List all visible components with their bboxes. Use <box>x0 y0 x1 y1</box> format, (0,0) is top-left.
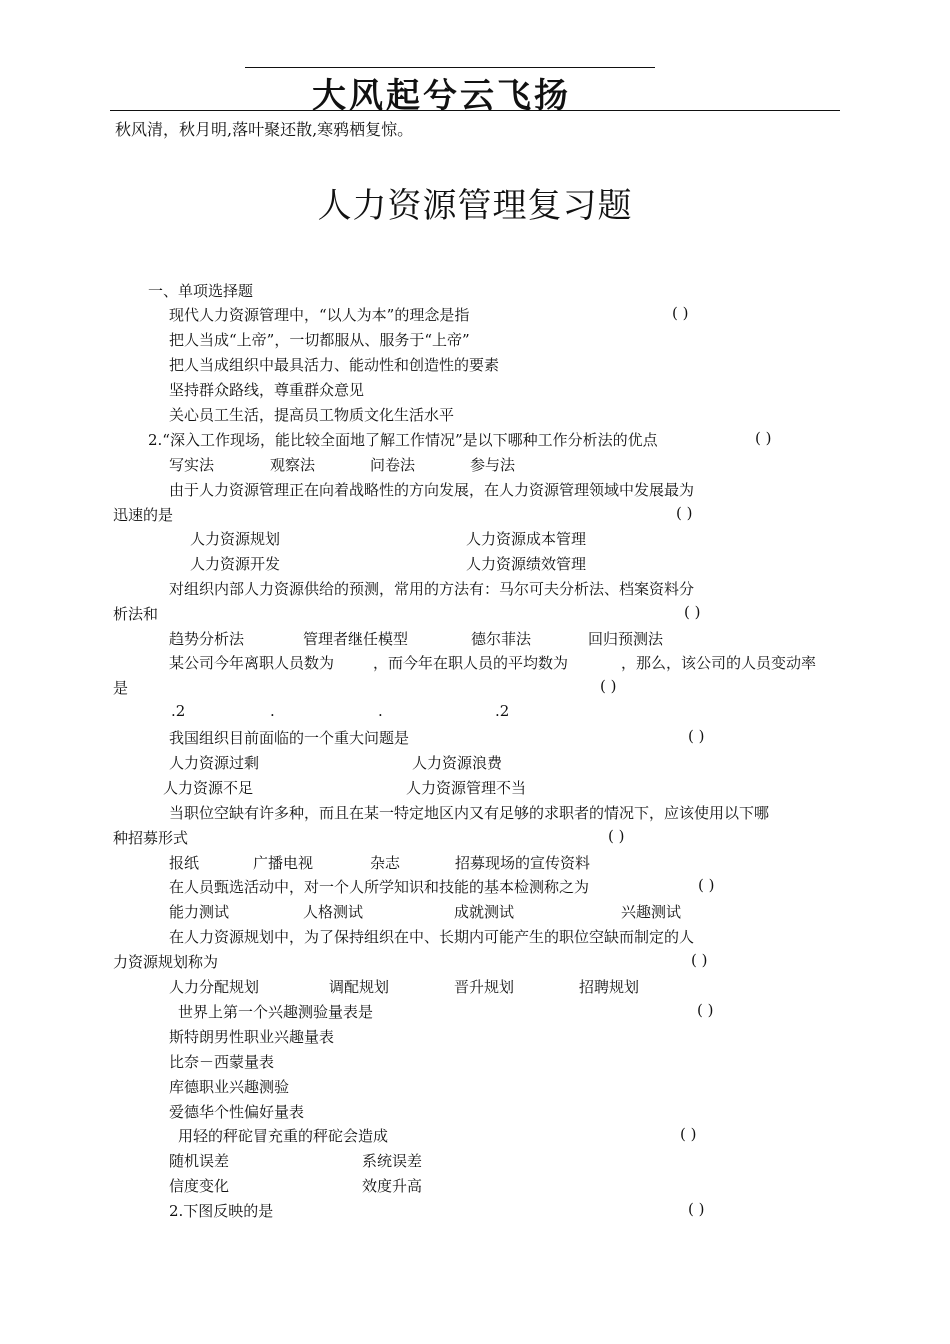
document-line: 在人力资源规划中，为了保持组织在中、长期内可能产生的职位空缺而制定的人 <box>169 928 695 946</box>
header-poem: 秋风清，秋月明,落叶聚还散,寒鸦栖复惊。 <box>115 120 414 139</box>
document-line: ，而今年在职人员的平均数为 <box>373 654 569 672</box>
document-line: 回归预测法 <box>588 630 664 648</box>
document-line: 比奈－西蒙量表 <box>169 1053 275 1071</box>
document-line: 杂志 <box>370 854 401 872</box>
document-line: . <box>378 702 383 720</box>
document-line: 我国组织目前面临的一个重大问题是 <box>169 729 410 747</box>
document-line: 人力资源管理不当 <box>406 779 527 797</box>
document-line: 是 <box>113 679 129 697</box>
document-line: 成就测试 <box>454 903 515 921</box>
document-line: 人力资源浪费 <box>412 754 503 772</box>
document-line: 人力资源绩效管理 <box>466 555 587 573</box>
document-line: 力资源规划称为 <box>113 953 219 971</box>
document-line: 爱德华个性偏好量表 <box>169 1103 305 1121</box>
document-line: 现代人力资源管理中，“以人为本”的理念是指 <box>169 306 470 324</box>
document-line: 迅速的是 <box>113 506 174 524</box>
document-line: 系统误差 <box>362 1152 423 1170</box>
document-line: 信度变化 <box>169 1177 230 1195</box>
document-line: .2 <box>171 702 186 720</box>
document-line: ( ) <box>698 876 715 894</box>
document-line: 调配规划 <box>329 978 390 996</box>
document-line: ( ) <box>608 827 625 845</box>
document-line: ( ) <box>684 603 701 621</box>
document-line: 把人当成“上帝”，一切都服从、服务于“上帝” <box>169 331 470 349</box>
document-line: 当职位空缺有许多种，而且在某一特定地区内又有足够的求职者的情况下，应该使用以下哪 <box>169 804 770 822</box>
document-line: 由于人力资源管理正在向着战略性的方向发展，在人力资源管理领域中发展最为 <box>169 481 695 499</box>
document-line: 晋升规划 <box>454 978 515 996</box>
document-line: 世界上第一个兴趣测验量表是 <box>178 1003 374 1021</box>
document-line: .2 <box>495 702 510 720</box>
document-line: 库德职业兴趣测验 <box>169 1078 290 1096</box>
document-line: 人格测试 <box>303 903 364 921</box>
document-line: 问卷法 <box>370 456 416 474</box>
document-line: 一、单项选择题 <box>148 282 254 300</box>
document-line: 德尔菲法 <box>471 630 532 648</box>
document-line: ( ) <box>600 677 617 695</box>
document-line: 坚持群众路线，尊重群众意见 <box>169 381 365 399</box>
document-line: 人力资源不足 <box>163 779 254 797</box>
document-line: ( ) <box>672 304 689 322</box>
document-line: 人力资源成本管理 <box>466 530 587 548</box>
document-line: ( ) <box>755 429 772 447</box>
document-line: 能力测试 <box>169 903 230 921</box>
document-line: ( ) <box>680 1125 697 1143</box>
document-line: ( ) <box>688 1200 705 1218</box>
document-line: 把人当成组织中最具活力、能动性和创造性的要素 <box>169 356 500 374</box>
document-line: 趋势分析法 <box>169 630 245 648</box>
document-line: ( ) <box>691 951 708 969</box>
document-line: 效度升高 <box>362 1177 423 1195</box>
document-line: 2.“深入工作现场，能比较全面地了解工作情况”是以下哪种工作分析法的优点 <box>148 431 658 449</box>
document-line: 析法和 <box>113 605 159 623</box>
document-line: 人力资源开发 <box>190 555 281 573</box>
document-line: 广播电视 <box>253 854 314 872</box>
document-line: . <box>270 702 275 720</box>
document-line: 关心员工生活，提高员工物质文化生活水平 <box>169 406 455 424</box>
document-line: 招聘规划 <box>579 978 640 996</box>
document-line: 参与法 <box>470 456 516 474</box>
document-line: ( ) <box>688 727 705 745</box>
document-line: 兴趣测试 <box>621 903 682 921</box>
document-line: 随机误差 <box>169 1152 230 1170</box>
document-line: ( ) <box>697 1001 714 1019</box>
document-line: ( ) <box>676 504 693 522</box>
header-rule-bottom <box>110 110 840 111</box>
document-line: 观察法 <box>270 456 316 474</box>
document-line: 写实法 <box>169 456 215 474</box>
document-line: 某公司今年离职人员数为 <box>169 654 335 672</box>
document-line: 人力资源规划 <box>190 530 281 548</box>
header-banner: 大风起兮云飞扬 <box>312 76 571 116</box>
document-line: 种招募形式 <box>113 829 189 847</box>
document-line: 人力资源过剩 <box>169 754 260 772</box>
document-line: 招募现场的宣传资料 <box>455 854 591 872</box>
document-line: 斯特朗男性职业兴趣量表 <box>169 1028 335 1046</box>
document-line: ，那么，该公司的人员变动率 <box>621 654 817 672</box>
document-line: 在人员甄选活动中，对一个人所学知识和技能的基本检测称之为 <box>169 878 590 896</box>
document-line: 2.下图反映的是 <box>169 1202 274 1220</box>
document-title: 人力资源管理复习题 <box>317 186 633 226</box>
document-line: 人力分配规划 <box>169 978 260 996</box>
document-line: 用轻的秤砣冒充重的秤砣会造成 <box>178 1127 389 1145</box>
document-line: 对组织内部人力资源供给的预测，常用的方法有：马尔可夫分析法、档案资料分 <box>169 580 695 598</box>
document-line: 管理者继任模型 <box>303 630 409 648</box>
document-line: 报纸 <box>169 854 200 872</box>
